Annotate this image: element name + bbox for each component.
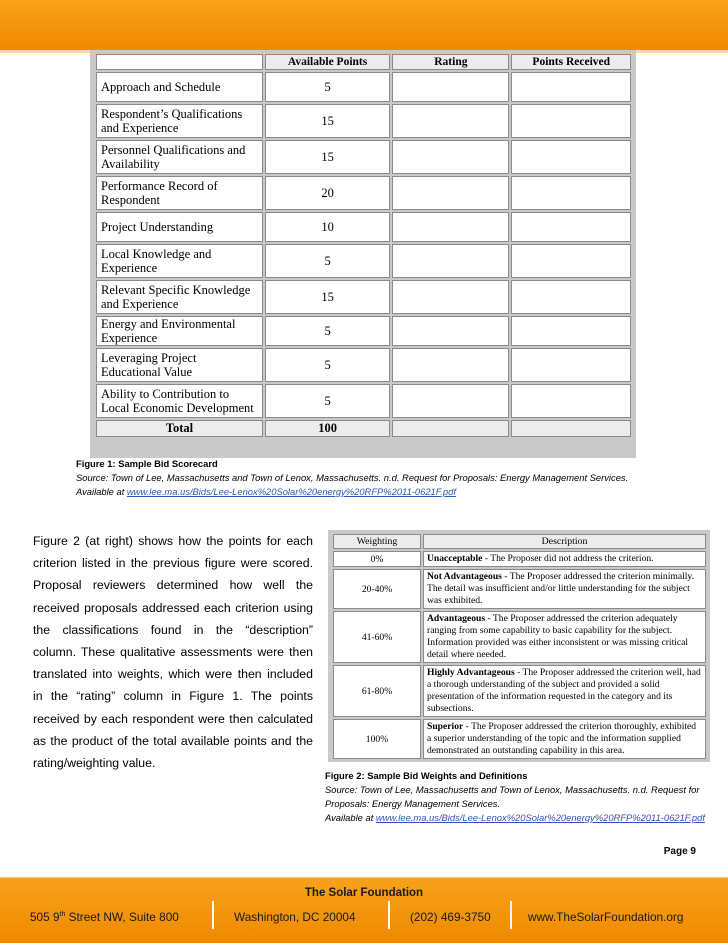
weights-row — [333, 719, 706, 759]
scorecard-row — [96, 72, 631, 102]
scorecard-points: 20 — [265, 176, 390, 210]
footer-address — [30, 910, 179, 924]
scorecard-points: 15 — [265, 104, 390, 138]
figure-2-caption-source: Source: Town of Lee, Massachusetts and Town of Lenox, Massachusetts. n.d. Request for Proposals: Energy Management Services. — [325, 784, 700, 809]
weights-desc-text: - The Proposer did not address the criterion. — [482, 553, 654, 564]
scorecard-criterion: Project Understanding — [96, 212, 263, 242]
weights-weight: 20-40% — [333, 569, 421, 609]
weights-row — [333, 569, 706, 609]
scorecard-header-blank — [96, 54, 263, 70]
scorecard-header-row — [96, 54, 631, 70]
scorecard-criterion: Approach and Schedule — [96, 72, 263, 102]
scorecard-total-label: Total — [96, 420, 263, 437]
body-paragraph: Figure 2 (at right) shows how the points for each criterion listed in the previous figure were scored. Proposal reviewers determined how well the received proposals addressed each criterion using the classifications found in the “description” column. These qualitative assessments were then translated into weights, which were then included in the “rating” column in Figure 1. The points received by each respondent were then calculated as the product of the total available points and the rating/weighting value. — [33, 534, 313, 771]
scorecard-row — [96, 316, 631, 346]
footer — [0, 878, 728, 943]
scorecard-received-cell[interactable] — [511, 280, 631, 314]
weights-term: Highly Advantageous — [427, 667, 515, 678]
scorecard-received-cell[interactable] — [511, 384, 631, 418]
scorecard-criterion: Energy and Environmental Experience — [96, 316, 263, 346]
weights-description — [423, 611, 706, 663]
figure-1-caption — [76, 457, 696, 499]
weights-desc-text: - The Proposer addressed the criterion thoroughly, exhibited a superior understanding of the topic and the information supplied demonstrated an outstanding capability in this area. — [427, 721, 697, 756]
weights-desc-text: - The Proposer addressed the criterion well, had a thorough understanding of the subject and provided a solid presentation of the information requested in the category and its subsections. — [427, 667, 701, 714]
weights-row — [333, 611, 706, 663]
scorecard-rating-cell[interactable] — [392, 72, 509, 102]
scorecard-points: 5 — [265, 348, 390, 382]
weights-description — [423, 551, 706, 567]
scorecard-row — [96, 140, 631, 174]
scorecard-points: 5 — [265, 244, 390, 278]
footer-separator — [388, 901, 390, 929]
figure-1-available-label: Available at — [76, 486, 127, 497]
figure-2-caption-available — [325, 811, 720, 825]
footer-address-number: 505 9 — [30, 910, 60, 924]
footer-separator — [510, 901, 512, 929]
footer-org-name: The Solar Foundation — [304, 887, 424, 899]
scorecard-points: 5 — [265, 72, 390, 102]
weights-weight: 0% — [333, 551, 421, 567]
weights-weight: 100% — [333, 719, 421, 759]
scorecard-row — [96, 104, 631, 138]
footer-website[interactable]: www.TheSolarFoundation.org — [528, 910, 684, 924]
figure-2-caption-title: Figure 2: Sample Bid Weights and Definitions — [325, 770, 528, 781]
scorecard-row — [96, 384, 631, 418]
scorecard-criterion: Personnel Qualifications and Availability — [96, 140, 263, 174]
header-bar — [0, 0, 728, 50]
scorecard-received-cell[interactable] — [511, 176, 631, 210]
scorecard-row — [96, 176, 631, 210]
scorecard-row — [96, 244, 631, 278]
weights-weight: 61-80% — [333, 665, 421, 717]
figure-2-weights — [328, 530, 710, 762]
scorecard-points: 5 — [265, 316, 390, 346]
scorecard-rating-cell[interactable] — [392, 140, 509, 174]
scorecard-criterion: Leveraging Project Educational Value — [96, 348, 263, 382]
figure-1-caption-available — [76, 485, 696, 499]
scorecard-row — [96, 212, 631, 242]
figure-1-source-link[interactable]: www.lee.ma.us/Bids/Lee-Lenox%20Solar%20energy%20RFP%2011-0621F.pdf — [126, 486, 456, 497]
scorecard-criterion: Ability to Contribution to Local Economic Development — [96, 384, 263, 418]
scorecard-row — [96, 348, 631, 382]
weights-weight: 41-60% — [333, 611, 421, 663]
scorecard-criterion: Respondent’s Qualifications and Experience — [96, 104, 263, 138]
weights-header-weighting: Weighting — [333, 534, 421, 549]
scorecard-row — [96, 280, 631, 314]
figure-1-caption-source: Source: Town of Lee, Massachusetts and Town of Lenox, Massachusetts. n.d. Request for Proposals: Energy Management Services. — [76, 472, 629, 483]
scorecard-received-cell[interactable] — [511, 316, 631, 346]
weights-header-row — [333, 534, 706, 549]
footer-phone: (202) 469-3750 — [410, 910, 491, 924]
scorecard-total-row — [96, 420, 631, 437]
figure-2-caption — [325, 769, 720, 825]
scorecard-points: 15 — [265, 280, 390, 314]
scorecard-points: 5 — [265, 384, 390, 418]
scorecard-total-rating — [392, 420, 509, 437]
footer-city: Washington, DC 20004 — [234, 910, 356, 924]
scorecard-rating-cell[interactable] — [392, 280, 509, 314]
scorecard-rating-cell[interactable] — [392, 316, 509, 346]
scorecard-criterion: Performance Record of Respondent — [96, 176, 263, 210]
scorecard-criterion: Local Knowledge and Experience — [96, 244, 263, 278]
weights-term: Not Advantageous — [427, 571, 502, 582]
figure-2-source-link[interactable]: www.lee.ma.us/Bids/Lee-Lenox%20Solar%20energy%20RFP%2011-0621F.pdf — [375, 812, 705, 823]
scorecard-points: 10 — [265, 212, 390, 242]
weights-header-description: Description — [423, 534, 706, 549]
weights-term: Advantageous — [427, 613, 486, 624]
footer-address-suffix: th — [59, 911, 66, 919]
scorecard-rating-cell[interactable] — [392, 176, 509, 210]
figure-2-available-label: Available at — [325, 812, 376, 823]
scorecard-received-cell[interactable] — [511, 104, 631, 138]
weights-desc-text: - The Proposer addressed the criterion adequately ranging from some capability to basic capability for the subject. Information provided was either inconsistent or was missing critical detail where needed. — [427, 613, 689, 660]
scorecard-total-points: 100 — [265, 420, 390, 437]
scorecard-header-points: Available Points — [265, 54, 390, 70]
scorecard-received-cell[interactable] — [511, 140, 631, 174]
weights-term: Unacceptable — [427, 553, 483, 564]
scorecard-received-cell[interactable] — [511, 348, 631, 382]
scorecard-received-cell[interactable] — [511, 244, 631, 278]
scorecard-rating-cell[interactable] — [392, 104, 509, 138]
scorecard-received-cell[interactable] — [511, 72, 631, 102]
weights-description — [423, 569, 706, 609]
page-number: Page 9 — [663, 846, 696, 857]
weights-row — [333, 551, 706, 567]
scorecard-table — [94, 52, 633, 439]
weights-row — [333, 665, 706, 717]
weights-description — [423, 719, 706, 759]
weights-desc-text: - The Proposer addressed the criterion minimally. The detail was insufficient and/or little understanding for the subject was exhibited. — [427, 571, 694, 606]
scorecard-rating-cell[interactable] — [392, 244, 509, 278]
scorecard-points: 15 — [265, 140, 390, 174]
footer-address-street: Street NW, Suite 800 — [65, 910, 179, 924]
scorecard-rating-cell[interactable] — [392, 212, 509, 242]
footer-separator — [212, 901, 214, 929]
scorecard-criterion: Relevant Specific Knowledge and Experience — [96, 280, 263, 314]
scorecard-header-received: Points Received — [511, 54, 631, 70]
scorecard-total-received — [511, 420, 631, 437]
scorecard-rating-cell[interactable] — [392, 348, 509, 382]
weights-term: Superior — [427, 721, 464, 732]
figure-1-scorecard — [90, 50, 636, 458]
scorecard-rating-cell[interactable] — [392, 384, 509, 418]
weights-description — [423, 665, 706, 717]
weights-table — [331, 532, 708, 761]
scorecard-header-rating: Rating — [392, 54, 509, 70]
figure-1-caption-title: Figure 1: Sample Bid Scorecard — [76, 458, 218, 469]
scorecard-received-cell[interactable] — [511, 212, 631, 242]
